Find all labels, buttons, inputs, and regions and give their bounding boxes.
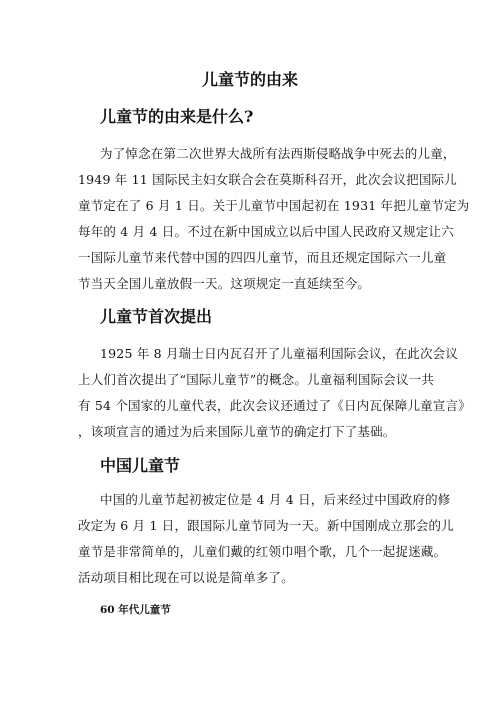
text-line: 活动项目相比现在可以说是简单多了。 [78, 570, 294, 585]
text-line: 每年的 4 月 4 日。不过在新中国成立以后中国人民政府又规定让六 [78, 224, 454, 239]
document-title: 儿童节的由来 [201, 70, 298, 89]
section-heading-origin: 儿童节的由来是什么? [100, 107, 254, 126]
text-line: 1925 年 8 月瑞士日内瓦召开了儿童福利国际会议，在此次会议 [100, 346, 459, 361]
text-line: ，该项宣言的通过为后来国际儿童节的确定打下了基础。 [78, 424, 396, 439]
text-line: 有 54 个国家的儿童代表，此次会议还通过了《日内瓦保障儿童宣言》 [78, 398, 471, 413]
text-line: 一国际儿童节来代替中国的四四儿童节，而且还规定国际六一儿童 [78, 250, 447, 265]
paragraph-first-proposal [78, 341, 471, 445]
text-line: 中国的儿童节起初被定位是 4 月 4 日，后来经过中国政府的修 [100, 492, 451, 507]
paragraph-china [78, 487, 454, 591]
text-line: 童节定在了 6 月 1 日。关于儿童节中国起初在 1931 年把儿童节定为 [78, 198, 470, 213]
section-heading-china: 中国儿童节 [100, 456, 181, 475]
text-line: 上人们首次提出了“国际儿童节”的概念。儿童福利国际会议一共 [78, 372, 435, 387]
paragraph-origin [78, 141, 470, 297]
text-line: 改定为 6 月 1 日，跟国际儿童节同为一天。新中国刚成立那会的儿 [78, 518, 454, 533]
section-heading-first-proposal: 儿童节首次提出 [100, 307, 213, 326]
text-line: 1949 年 11 国际民主妇女联合会在莫斯科召开，此次会议把国际儿 [78, 172, 457, 187]
text-line: 为了悼念在第二次世界大战所有法西斯侵略战争中死去的儿童， [100, 146, 456, 161]
text-line: 节当天全国儿童放假一天。这项规定一直延续至今。 [78, 276, 371, 291]
text-line: 童节是非常简单的，儿童们戴的红领巾唱个歌，几个一起捉迷藏。 [78, 544, 447, 559]
subheading-60s: 60 年代儿童节 [100, 604, 171, 616]
